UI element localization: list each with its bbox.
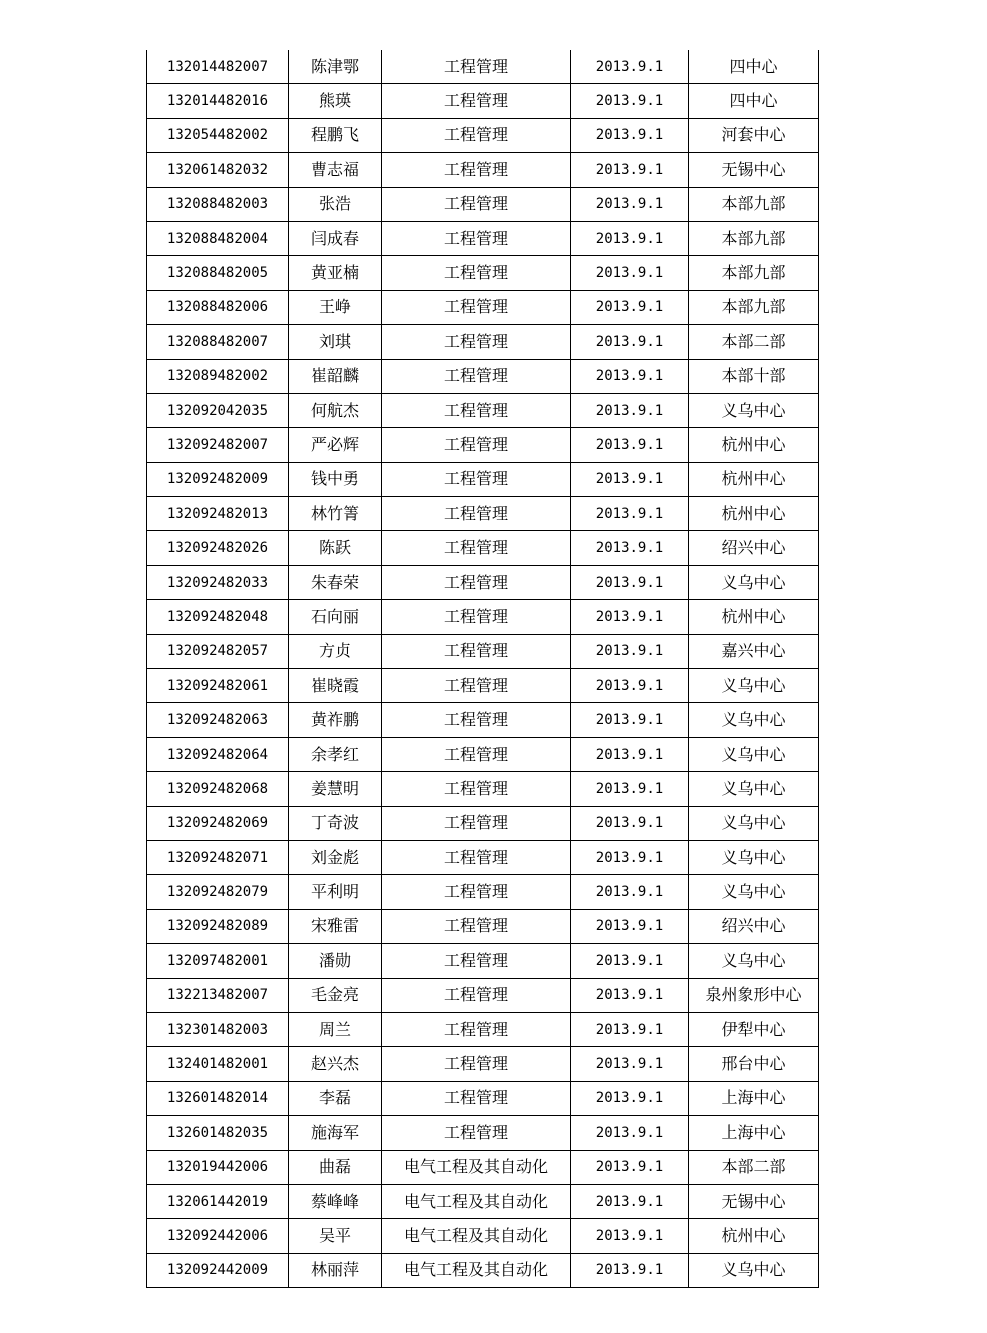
major-cell: 工程管理 [382,565,571,599]
name-cell: 石向丽 [289,600,382,634]
student-id-cell: 132092482071 [147,840,289,874]
table-row [147,1150,819,1184]
major-cell: 工程管理 [382,806,571,840]
center-cell: 河套中心 [689,118,819,152]
name-cell: 平利明 [289,875,382,909]
name-cell: 黄亚楠 [289,256,382,290]
major-cell: 工程管理 [382,703,571,737]
name-cell: 钱中勇 [289,462,382,496]
table-row [147,290,819,324]
enroll-date-cell: 2013.9.1 [571,806,689,840]
major-cell: 工程管理 [382,325,571,359]
center-cell: 四中心 [689,84,819,118]
name-cell: 曲磊 [289,1150,382,1184]
student-id-cell: 132092442006 [147,1219,289,1253]
enroll-date-cell: 2013.9.1 [571,1219,689,1253]
student-id-cell: 132092442009 [147,1253,289,1287]
center-cell: 杭州中心 [689,428,819,462]
center-cell: 上海中心 [689,1116,819,1150]
student-id-cell: 132088482007 [147,325,289,359]
enroll-date-cell: 2013.9.1 [571,978,689,1012]
major-cell: 工程管理 [382,462,571,496]
major-cell: 工程管理 [382,428,571,462]
major-cell: 电气工程及其自动化 [382,1150,571,1184]
enroll-date-cell: 2013.9.1 [571,393,689,427]
enroll-date-cell: 2013.9.1 [571,1253,689,1287]
name-cell: 施海军 [289,1116,382,1150]
table-row [147,875,819,909]
table-row [147,944,819,978]
enroll-date-cell: 2013.9.1 [571,772,689,806]
name-cell: 林丽萍 [289,1253,382,1287]
center-cell: 义乌中心 [689,737,819,771]
table-row [147,565,819,599]
center-cell: 杭州中心 [689,462,819,496]
name-cell: 曹志福 [289,153,382,187]
name-cell: 刘金彪 [289,840,382,874]
major-cell: 工程管理 [382,600,571,634]
enroll-date-cell: 2013.9.1 [571,875,689,909]
major-cell: 工程管理 [382,50,571,84]
name-cell: 吴平 [289,1219,382,1253]
table-row [147,806,819,840]
center-cell: 嘉兴中心 [689,634,819,668]
enroll-date-cell: 2013.9.1 [571,187,689,221]
center-cell: 义乌中心 [689,772,819,806]
major-cell: 工程管理 [382,359,571,393]
enroll-date-cell: 2013.9.1 [571,50,689,84]
student-id-cell: 132061442019 [147,1184,289,1218]
name-cell: 崔晓霞 [289,669,382,703]
enroll-date-cell: 2013.9.1 [571,600,689,634]
table-row [147,909,819,943]
major-cell: 工程管理 [382,118,571,152]
center-cell: 本部二部 [689,1150,819,1184]
table-row [147,50,819,84]
center-cell: 绍兴中心 [689,531,819,565]
student-id-cell: 132088482005 [147,256,289,290]
enroll-date-cell: 2013.9.1 [571,428,689,462]
table-row [147,359,819,393]
table-row [147,1116,819,1150]
enroll-date-cell: 2013.9.1 [571,153,689,187]
enroll-date-cell: 2013.9.1 [571,944,689,978]
name-cell: 周兰 [289,1012,382,1046]
student-id-cell: 132301482003 [147,1012,289,1046]
center-cell: 上海中心 [689,1081,819,1115]
center-cell: 四中心 [689,50,819,84]
student-id-cell: 132061482032 [147,153,289,187]
table-row [147,393,819,427]
center-cell: 义乌中心 [689,944,819,978]
table-body [147,50,819,1288]
name-cell: 王峥 [289,290,382,324]
name-cell: 余孝红 [289,737,382,771]
name-cell: 张浩 [289,187,382,221]
enroll-date-cell: 2013.9.1 [571,1047,689,1081]
name-cell: 李磊 [289,1081,382,1115]
student-id-cell: 132092482079 [147,875,289,909]
table-row [147,325,819,359]
name-cell: 熊瑛 [289,84,382,118]
major-cell: 工程管理 [382,84,571,118]
enroll-date-cell: 2013.9.1 [571,221,689,255]
enroll-date-cell: 2013.9.1 [571,497,689,531]
name-cell: 毛金亮 [289,978,382,1012]
name-cell: 程鹏飞 [289,118,382,152]
center-cell: 义乌中心 [689,565,819,599]
name-cell: 方贞 [289,634,382,668]
major-cell: 工程管理 [382,909,571,943]
student-id-cell: 132092482013 [147,497,289,531]
enroll-date-cell: 2013.9.1 [571,1081,689,1115]
student-id-cell: 132088482006 [147,290,289,324]
center-cell: 杭州中心 [689,1219,819,1253]
major-cell: 工程管理 [382,153,571,187]
major-cell: 电气工程及其自动化 [382,1184,571,1218]
name-cell: 陈跃 [289,531,382,565]
table-row [147,531,819,565]
name-cell: 崔韶麟 [289,359,382,393]
major-cell: 工程管理 [382,1012,571,1046]
student-id-cell: 132092482064 [147,737,289,771]
enroll-date-cell: 2013.9.1 [571,1116,689,1150]
enroll-date-cell: 2013.9.1 [571,290,689,324]
major-cell: 工程管理 [382,772,571,806]
table-row [147,1047,819,1081]
name-cell: 严必辉 [289,428,382,462]
name-cell: 陈津鄂 [289,50,382,84]
major-cell: 电气工程及其自动化 [382,1253,571,1287]
table-row [147,1184,819,1218]
major-cell: 工程管理 [382,497,571,531]
table-row [147,772,819,806]
center-cell: 义乌中心 [689,393,819,427]
table-row [147,978,819,1012]
enroll-date-cell: 2013.9.1 [571,325,689,359]
major-cell: 工程管理 [382,256,571,290]
enroll-date-cell: 2013.9.1 [571,1184,689,1218]
major-cell: 工程管理 [382,1081,571,1115]
enroll-date-cell: 2013.9.1 [571,565,689,599]
table-row [147,737,819,771]
student-table [146,50,819,1288]
student-id-cell: 132019442006 [147,1150,289,1184]
enroll-date-cell: 2013.9.1 [571,1150,689,1184]
name-cell: 朱春荣 [289,565,382,599]
center-cell: 义乌中心 [689,806,819,840]
table-row [147,187,819,221]
center-cell: 泉州象形中心 [689,978,819,1012]
major-cell: 工程管理 [382,290,571,324]
center-cell: 义乌中心 [689,703,819,737]
enroll-date-cell: 2013.9.1 [571,669,689,703]
table-row [147,118,819,152]
center-cell: 义乌中心 [689,1253,819,1287]
table-row [147,600,819,634]
table-row [147,1253,819,1287]
student-id-cell: 132097482001 [147,944,289,978]
major-cell: 工程管理 [382,875,571,909]
center-cell: 义乌中心 [689,669,819,703]
center-cell: 本部九部 [689,290,819,324]
center-cell: 邢台中心 [689,1047,819,1081]
enroll-date-cell: 2013.9.1 [571,256,689,290]
student-id-cell: 132092482063 [147,703,289,737]
major-cell: 工程管理 [382,187,571,221]
major-cell: 工程管理 [382,669,571,703]
center-cell: 无锡中心 [689,1184,819,1218]
name-cell: 姜慧明 [289,772,382,806]
center-cell: 本部十部 [689,359,819,393]
center-cell: 本部九部 [689,221,819,255]
student-id-cell: 132401482001 [147,1047,289,1081]
center-cell: 无锡中心 [689,153,819,187]
enroll-date-cell: 2013.9.1 [571,531,689,565]
name-cell: 宋雅雷 [289,909,382,943]
major-cell: 工程管理 [382,944,571,978]
major-cell: 工程管理 [382,978,571,1012]
student-id-cell: 132092482048 [147,600,289,634]
name-cell: 蔡峰峰 [289,1184,382,1218]
name-cell: 赵兴杰 [289,1047,382,1081]
major-cell: 电气工程及其自动化 [382,1219,571,1253]
enroll-date-cell: 2013.9.1 [571,84,689,118]
table-row [147,1081,819,1115]
student-id-cell: 132092482009 [147,462,289,496]
center-cell: 本部九部 [689,256,819,290]
student-id-cell: 132601482035 [147,1116,289,1150]
student-id-cell: 132092482007 [147,428,289,462]
name-cell: 丁奇波 [289,806,382,840]
enroll-date-cell: 2013.9.1 [571,703,689,737]
student-id-cell: 132092482068 [147,772,289,806]
enroll-date-cell: 2013.9.1 [571,909,689,943]
center-cell: 绍兴中心 [689,909,819,943]
center-cell: 义乌中心 [689,840,819,874]
major-cell: 工程管理 [382,737,571,771]
center-cell: 杭州中心 [689,497,819,531]
name-cell: 林竹箐 [289,497,382,531]
student-id-cell: 132213482007 [147,978,289,1012]
table-row [147,1219,819,1253]
enroll-date-cell: 2013.9.1 [571,634,689,668]
name-cell: 刘琪 [289,325,382,359]
student-id-cell: 132054482002 [147,118,289,152]
table-row [147,703,819,737]
name-cell: 何航杰 [289,393,382,427]
name-cell: 潘勋 [289,944,382,978]
table-row [147,669,819,703]
center-cell: 伊犁中心 [689,1012,819,1046]
table-row [147,84,819,118]
name-cell: 闫成春 [289,221,382,255]
enroll-date-cell: 2013.9.1 [571,1012,689,1046]
major-cell: 工程管理 [382,840,571,874]
table-row [147,840,819,874]
table-row [147,462,819,496]
center-cell: 义乌中心 [689,875,819,909]
student-id-cell: 132092482033 [147,565,289,599]
student-id-cell: 132014482007 [147,50,289,84]
table-row [147,634,819,668]
center-cell: 本部二部 [689,325,819,359]
major-cell: 工程管理 [382,531,571,565]
major-cell: 工程管理 [382,1116,571,1150]
major-cell: 工程管理 [382,634,571,668]
student-id-cell: 132092482057 [147,634,289,668]
center-cell: 杭州中心 [689,600,819,634]
student-id-cell: 132088482003 [147,187,289,221]
student-id-cell: 132088482004 [147,221,289,255]
name-cell: 黄祚鹏 [289,703,382,737]
major-cell: 工程管理 [382,1047,571,1081]
major-cell: 工程管理 [382,221,571,255]
table-row [147,428,819,462]
center-cell: 本部九部 [689,187,819,221]
student-id-cell: 132089482002 [147,359,289,393]
table-row [147,153,819,187]
major-cell: 工程管理 [382,393,571,427]
student-id-cell: 132092482061 [147,669,289,703]
table-row [147,221,819,255]
student-id-cell: 132014482016 [147,84,289,118]
table-row [147,256,819,290]
enroll-date-cell: 2013.9.1 [571,840,689,874]
enroll-date-cell: 2013.9.1 [571,359,689,393]
student-id-cell: 132092482026 [147,531,289,565]
student-id-cell: 132092482089 [147,909,289,943]
enroll-date-cell: 2013.9.1 [571,118,689,152]
enroll-date-cell: 2013.9.1 [571,737,689,771]
table-row [147,1012,819,1046]
table-row [147,497,819,531]
student-id-cell: 132092482069 [147,806,289,840]
student-id-cell: 132601482014 [147,1081,289,1115]
student-id-cell: 132092042035 [147,393,289,427]
enroll-date-cell: 2013.9.1 [571,462,689,496]
